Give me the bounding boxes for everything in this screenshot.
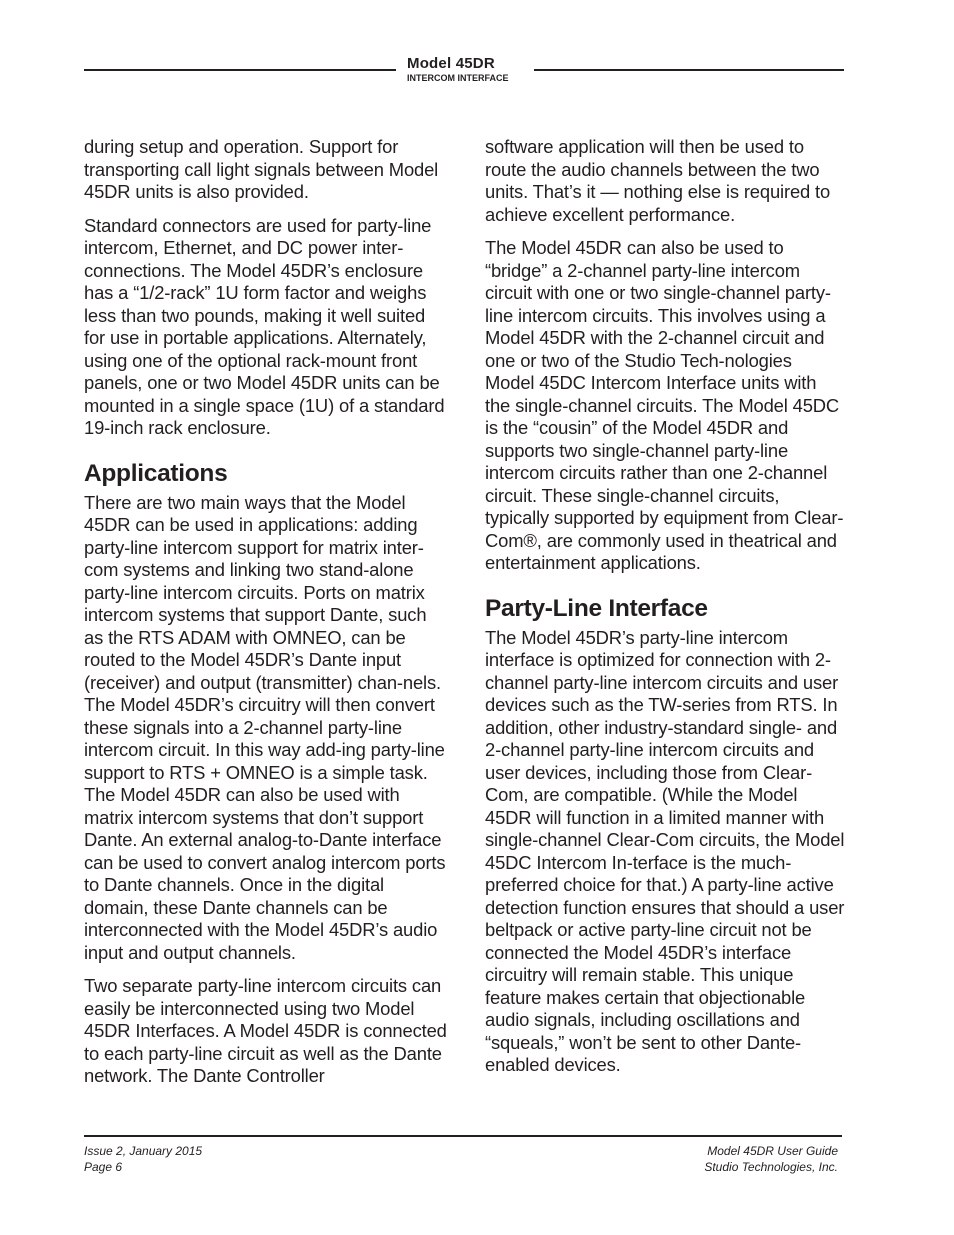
footer-guide-title: Model 45DR User Guide (707, 1144, 838, 1158)
right-paragraph-3: The Model 45DR’s party-line intercom interface is optimized for connection with 2-channel party-line intercom circuits and user devices such as the TW-series from RTS. In addition, other industry-standard single- and 2-channel party-line intercom circuits and user devices, including those from Clear-Com, are compatible. (While the Model 45DR will function in a limited manner with single-channel Clear-Com circuits, the Model 45DC Intercom In-terface is the much-preferred choice for that.) A party-line active detection function ensures that should a user beltpack or active party-line circuit not be connected the Model 45DR’s interface circuitry will remain stable. This unique feature makes certain that objectionable audio signals, including oscillations and “squeals,” won’t be sent to other Dante-enabled devices. (485, 626, 845, 1075)
right-paragraph-1: software application will then be used to route the audio channels between the two units. That’s it — nothing else is required to achieve excellent performance. (485, 136, 831, 225)
header-title: Model 45DR (407, 55, 495, 72)
footer-company: Studio Technologies, Inc. (704, 1160, 838, 1174)
right-column (485, 136, 845, 1088)
left-column (84, 136, 450, 1099)
header-rule-right (534, 69, 844, 71)
left-paragraph-2: Standard connectors are used for party-line intercom, Ethernet, and DC power inter-connections. The Model 45DR’s enclosure has a “1/2-rack” 1U form factor and weighs less than two pounds, making it well suited for use in portable applications. Alternately, using one of the optional rack-mount front panels, one or two Model 45DR units can be mounted in a single space (1U) of a standard 19-inch rack enclosure. (84, 214, 445, 438)
footer-right (704, 1143, 838, 1175)
footer-page-number: Page 6 (84, 1160, 123, 1174)
left-paragraph-1: during setup and operation. Support for transporting call light signals between Model 45DR units is also provided. (84, 136, 439, 202)
footer-left (84, 1143, 202, 1175)
footer-rule (84, 1135, 842, 1137)
section-heading-applications: Applications (84, 459, 228, 487)
header-rule-left (84, 69, 396, 71)
section-heading-party-line-interface: Party-Line Interface (485, 594, 708, 622)
footer-issue: Issue 2, January 2015 (84, 1144, 203, 1158)
header-subtitle: INTERCOM INTERFACE (407, 73, 509, 83)
left-paragraph-3: There are two main ways that the Model 45DR can be used in applications: adding party-line intercom support for matrix inter-com systems and linking two stand-alone party-line intercom circuits. Ports on matrix intercom systems that support Dante, such as the RTS ADAM with OMNEO, can be routed to the Model 45DR’s Dante input (receiver) and output (transmitter) chan-nels. The Model 45DR’s circuitry will then convert these signals into a 2-channel party-line intercom circuit. In this way add-ing party-line support to RTS + OMNEO is a simple task. The Model 45DR can also be used with matrix intercom systems that don’t support Dante. An external analog-to-Dante interface can be used to convert analog intercom ports to Dante channels. Once in the digital domain, these Dante channels can be interconnected with the Model 45DR’s audio input and output channels. (84, 491, 446, 963)
right-paragraph-2: The Model 45DR can also be used to “bridge” a 2-channel party-line intercom circuit with one or two single-channel party-line intercom circuits. This involves using a Model 45DR with the 2-channel circuit and one or two of the Studio Tech-nologies Model 45DC Intercom Interface units with the single-channel circuits. The Model 45DC is the “cousin” of the Model 45DR and supports two single-channel party-line intercom circuits rather than one 2-channel circuit. These single-channel circuits, typically supported by equipment from Clear-Com®, are commonly used in theatrical and entertainment applications. (485, 237, 844, 573)
left-paragraph-4: Two separate party-line intercom circuits can easily be interconnected using two Model 45DR Interfaces. A Model 45DR is connected to each party-line circuit as well as the Dante network. The Dante Controller (84, 975, 447, 1086)
